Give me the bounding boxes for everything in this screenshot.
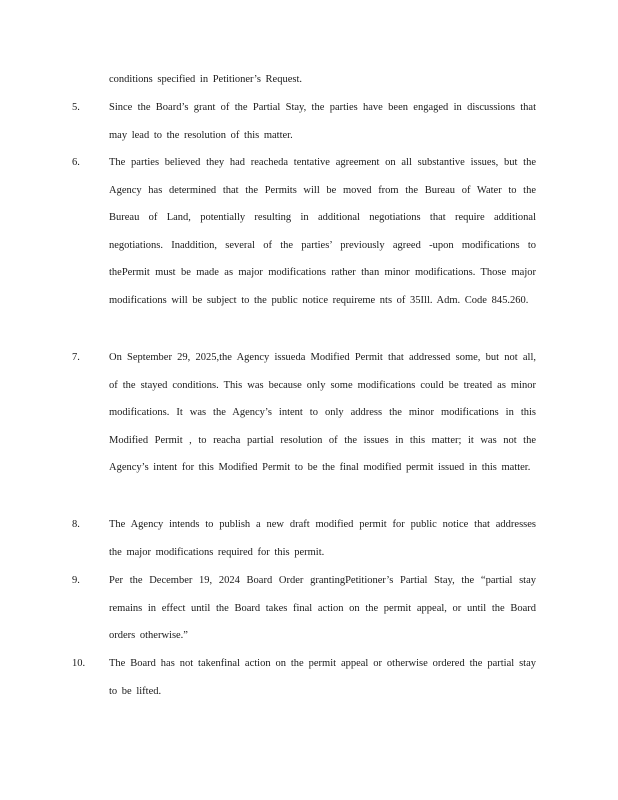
paragraph-text: The Agency intends to publish a new draft modified permit for public notice that addresses the major modifications required for this permit.	[109, 519, 536, 558]
paragraph-number: 9.	[72, 575, 80, 586]
paragraph-text: The parties believed they had reacheda tentative agreement on all substantive issues, but the Agency has determined that the Permits will be moved from the Bureau of Water to the Bureau of Land, potentially resulting in additional negotiations that require additional negotiations. Inaddition, several of the parties’ previously agreed -upon modifications to thePermit must be made as major modifications rather than minor modifications. Those major modifications will be subject to the public notice requireme nts of 35Ill. Adm. Code 845.260.	[109, 157, 536, 306]
paragraph-number: 6.	[72, 157, 80, 168]
paragraph-number: 7.	[72, 352, 80, 363]
paragraph-text: Since the Board’s grant of the Partial Stay, the parties have been engaged in discussions that may lead to the resolution of this matter.	[109, 102, 536, 141]
paragraph-number: 10.	[72, 658, 86, 669]
paragraph-text: On September 29, 2025,the Agency issueda Modified Permit that addressed some, but not all, of the stayed conditions. This was because only some modifications could be treated as minor modifications. It was the Agency’s intent to only address the minor modifications in this Modified Permit , to reacha partial resolution of the issues in this matter; it was not the Agency’s intent for this Modified Permit to be the final modified permit issued in this matter.	[109, 352, 536, 474]
continuation-text: conditions specified in Petitioner’s Request.	[109, 74, 302, 85]
paragraph-text: Per the December 19, 2024 Board Order grantingPetitioner’s Partial Stay, the “partial stay remains in effect until the Board takes final action on the permit appeal, or until the Board orders otherwise.”	[109, 575, 536, 642]
paragraph-number: 5.	[72, 102, 80, 113]
paragraph-text: The Board has not takenfinal action on the permit appeal or otherwise ordered the partial stay to be lifted.	[109, 658, 536, 697]
paragraph-number: 8.	[72, 519, 80, 530]
